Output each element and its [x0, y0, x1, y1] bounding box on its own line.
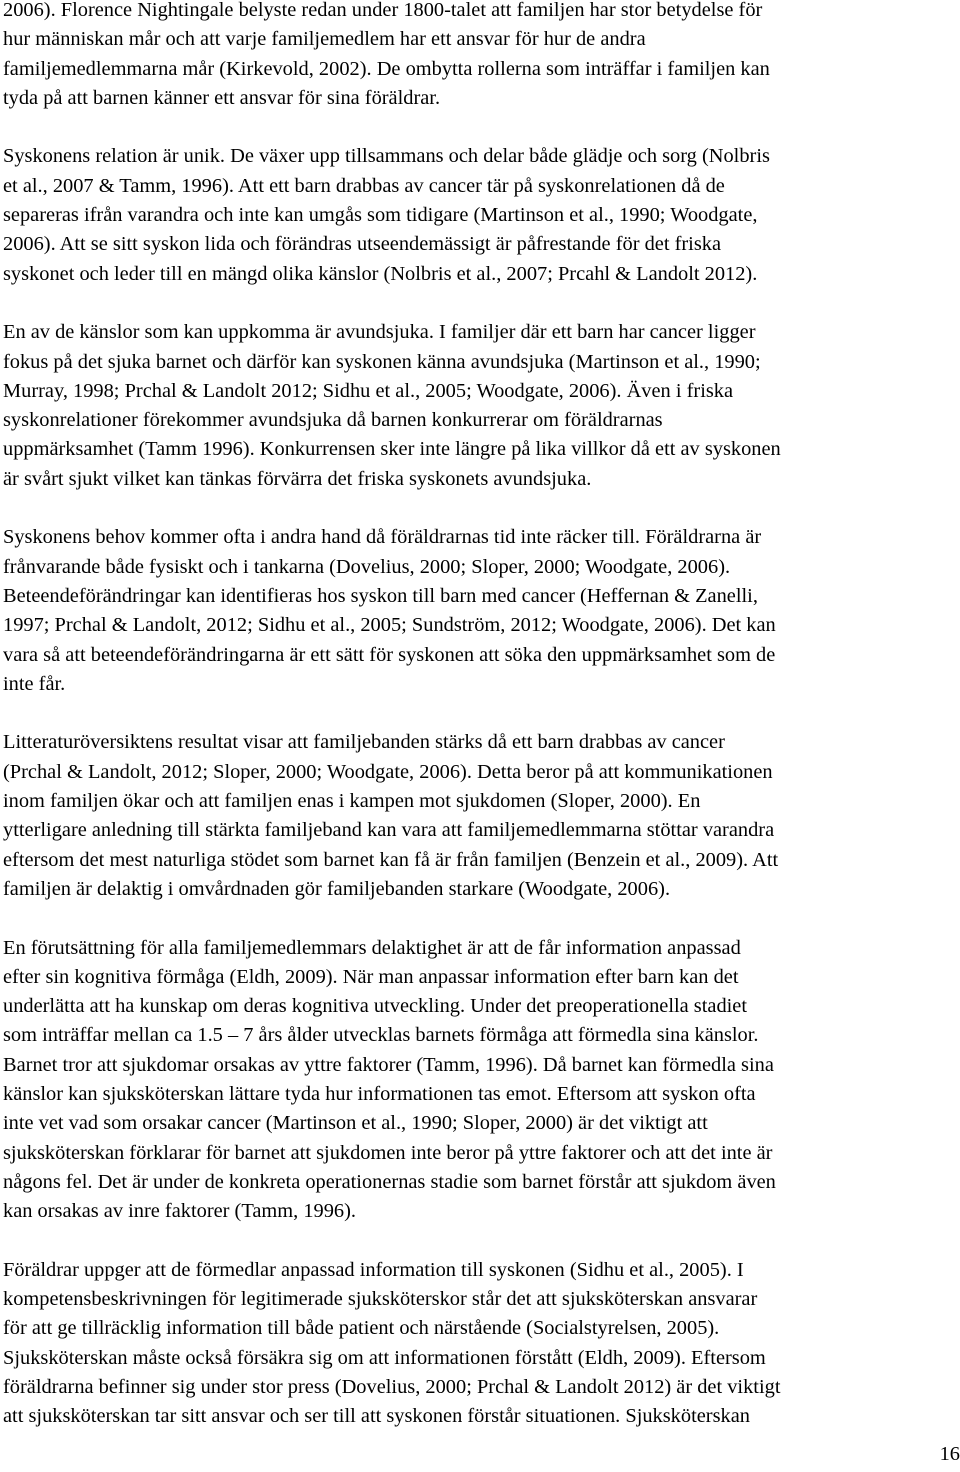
text-line: kan orsakas av inre faktorer (Tamm, 1996).: [3, 1200, 357, 1223]
text-line: Litteraturöversiktens resultat visar att familjebanden stärks då ett barn drabbas av cancer: [3, 731, 725, 754]
text-line: En av de känslor som kan uppkomma är avundsjuka. I familjer där ett barn har cancer ligger: [3, 321, 756, 344]
paragraph-7: [3, 1256, 960, 1432]
text-line: känslor kan sjuksköterskan lättare tyda hur informationen tas emot. Eftersom att syskon ofta: [3, 1082, 756, 1105]
text-line: underlätta att ha kunskap om deras kognitiva utveckling. Under det preoperationella stadiet: [3, 995, 748, 1018]
paragraph-5: [3, 728, 960, 904]
text-line: familjemedlemmarna mår (Kirkevold, 2002). De ombytta rollerna som inträffar i familjen kan: [3, 57, 770, 80]
text-line: et al., 2007 & Tamm, 1996). Att ett barn drabbas av cancer tär på syskonrelationen då de: [3, 174, 725, 197]
text-line: kompetensbeskrivningen för legitimerade sjuksköterskor står det att sjuksköterskan ansvarar: [3, 1288, 758, 1311]
text-line: syskonet och leder till en mängd olika känslor (Nolbris et al., 2007; Prcahl & Landolt 2012).: [3, 262, 758, 285]
text-line: någons fel. Det är under de konkreta operationernas stadie som barnet förstår att sjukdom även: [3, 1170, 776, 1193]
text-line: frånvarande både fysiskt och i tankarna (Dovelius, 2000; Sloper, 2000; Woodgate, 2006).: [3, 555, 731, 578]
text-line: föräldrarna befinner sig under stor press (Dovelius, 2000; Prchal & Landolt 2012) är det viktigt: [3, 1375, 781, 1398]
text-line: ytterligare anledning till stärkta familjeband kan vara att familjemedlemmarna stöttar varandra: [3, 819, 775, 842]
text-line: Syskonens relation är unik. De växer upp tillsammans och delar både glädje och sorg (Nolbris: [3, 145, 770, 168]
text-line: inom familjen ökar och att familjen enas i kampen mot sjukdomen (Sloper, 2000). En: [3, 790, 701, 813]
text-line: eftersom det mest naturliga stödet som barnet kan få är från familjen (Benzein et al., 2009). Att: [3, 848, 779, 871]
text-line: Beteendeförändringar kan identifieras hos syskon till barn med cancer (Heffernan & Zanelli,: [3, 584, 758, 607]
text-line: 2006). Att se sitt syskon lida och förändras utseendemässigt är påfrestande för det friska: [3, 233, 722, 256]
text-line: efter sin kognitiva förmåga (Eldh, 2009). När man anpassar information efter barn kan det: [3, 965, 739, 988]
text-line: tyda på att barnen känner ett ansvar för sina föräldrar.: [3, 86, 441, 109]
text-line: vara så att beteendeförändringarna är ett sätt för syskonen att söka den uppmärksamhet som de: [3, 643, 776, 666]
paragraph-1: [3, 0, 960, 113]
text-line: fokus på det sjuka barnet och därför kan syskonen känna avundsjuka (Martinson et al., 1990;: [3, 350, 761, 373]
text-line: Barnet tror att sjukdomar orsakas av yttre faktorer (Tamm, 1996). Då barnet kan förmedla sina: [3, 1053, 774, 1076]
paragraph-4: [3, 523, 960, 699]
text-line: inte vet vad som orsakar cancer (Martinson et al., 1990; Sloper, 2000) är det viktigt att: [3, 1112, 708, 1135]
text-line: att sjuksköterskan tar sitt ansvar och ser till att syskonen förstår situationen. Sjuksköterskan: [3, 1405, 750, 1428]
text-line: sjuksköterskan förklarar för barnet att sjukdomen inte beror på yttre faktorer och att det inte är: [3, 1141, 773, 1164]
text-line: (Prchal & Landolt, 2012; Sloper, 2000; Woodgate, 2006). Detta beror på att kommunikationen: [3, 760, 773, 783]
text-line: Syskonens behov kommer ofta i andra hand då föräldrarnas tid inte räcker till. Föräldrarna är: [3, 526, 762, 549]
text-line: är svårt sjukt vilket kan tänkas förvärra det friska syskonets avundsjuka.: [3, 467, 592, 490]
text-line: som inträffar mellan ca 1.5 – 7 års ålder utvecklas barnets förmåga att förmedla sina känslor.: [3, 1024, 759, 1047]
text-line: 1997; Prchal & Landolt, 2012; Sidhu et al., 2005; Sundström, 2012; Woodgate, 2006). Det kan: [3, 614, 776, 637]
page-number: 16: [939, 1443, 960, 1465]
text-line: Murray, 1998; Prchal & Landolt 2012; Sidhu et al., 2005; Woodgate, 2006). Även i friska: [3, 379, 734, 402]
text-line: inte får.: [3, 672, 66, 695]
text-line: Föräldrar uppger att de förmedlar anpassad information till syskonen (Sidhu et al., 2005). I: [3, 1258, 744, 1281]
paragraph-6: [3, 934, 960, 1227]
paragraph-3: [3, 318, 960, 494]
text-line: separeras ifrån varandra och inte kan umgås som tidigare (Martinson et al., 1990; Woodgate,: [3, 204, 758, 227]
text-line: familjen är delaktig i omvårdnaden gör familjebanden starkare (Woodgate, 2006).: [3, 877, 671, 900]
text-line: syskonrelationer förekommer avundsjuka då barnen konkurrerar om föräldrarnas: [3, 409, 663, 432]
text-line: 2006). Florence Nightingale belyste redan under 1800-talet att familjen har stor betydelse för: [3, 0, 763, 21]
text-line: hur människan mår och att varje familjemedlem har ett ansvar för hur de andra: [3, 28, 646, 51]
text-line: för att ge tillräcklig information till både patient och närstående (Socialstyrelsen, 2005).: [3, 1317, 720, 1340]
paragraph-2: [3, 142, 960, 288]
body-text: [3, 0, 960, 1461]
text-line: uppmärksamhet (Tamm 1996). Konkurrensen sker inte längre på lika villkor då ett av syskonen: [3, 438, 781, 461]
text-line: Sjuksköterskan måste också försäkra sig om att informationen förstått (Eldh, 2009). Eftersom: [3, 1346, 766, 1369]
text-line: En förutsättning för alla familjemedlemmars delaktighet är att de får information anpassad: [3, 936, 741, 959]
